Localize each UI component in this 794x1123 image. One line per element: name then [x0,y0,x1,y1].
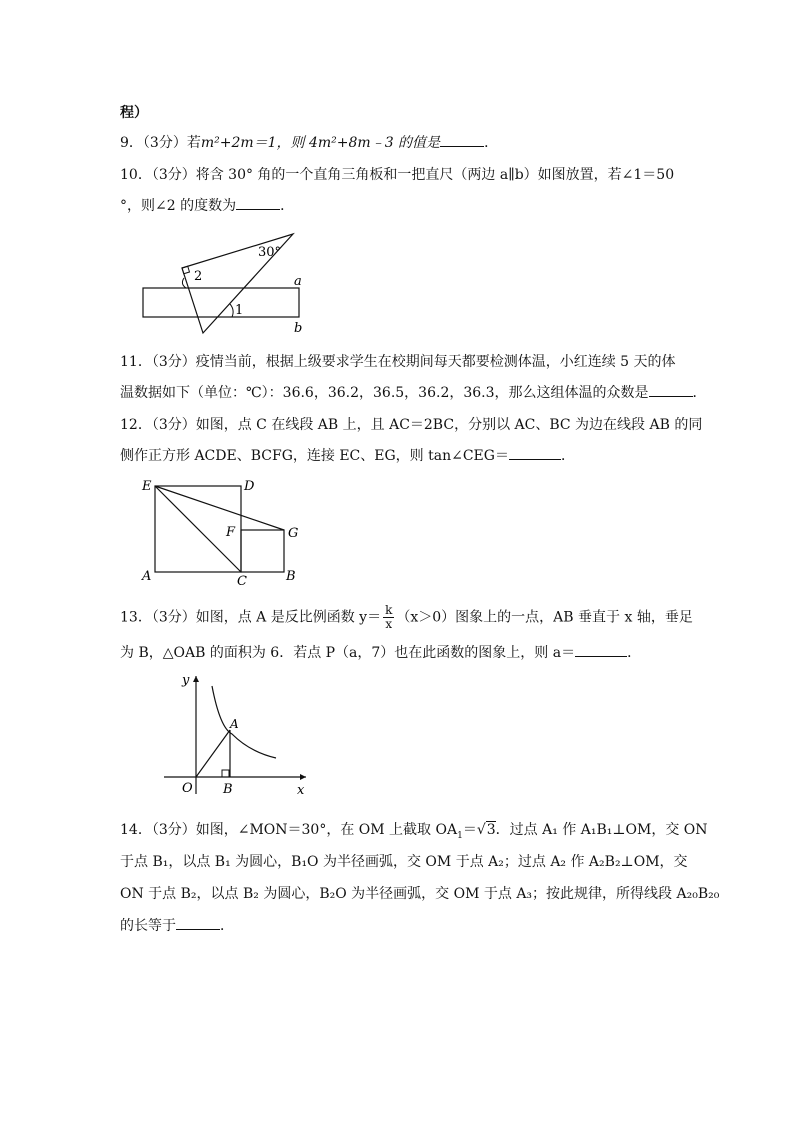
q11-line-2-text: 温数据如下（单位：℃）：36.6，36.2，36.5，36.2，36.3，那么这组体温的众数是 [120,385,649,401]
q14-line-1-a: 14．（3分）如图，∠MON＝30°，在 OM 上截取 OA [120,822,458,838]
q13-end: ． [627,645,642,661]
point-b: B [286,569,296,584]
q14-line-1 [120,820,708,846]
q12-end: ． [560,448,575,464]
segment-eg [155,486,284,530]
q13-line-1 [120,604,693,631]
q14-sub-1: 1 [457,830,463,841]
q9-condition: m²+2m＝1，则 4m²+8m﹣3 的值是 [200,135,441,151]
q10-end: ． [280,198,295,214]
q12-line-1: 12．（3分）如图，点 C 在线段 AB 上，且 AC＝2BC，分别以 AC、BC 为边在线段 AB 的同 [120,417,703,433]
q9-end: ． [484,135,499,151]
q9-answer-blank[interactable] [440,134,484,147]
square-bcfg [241,530,284,572]
y-axis-arrow [193,676,199,682]
q10-figure [136,228,316,338]
x-axis-arrow [300,774,306,780]
q11-end: ． [692,385,707,401]
q12-line-2 [120,446,575,466]
origin-label: O [182,781,193,796]
q14-line-1-c: ．过点 A₁ 作 A₁B₁⊥OM，交 ON [495,822,708,838]
q11-line-1: 11．（3分）疫情当前，根据上级要求学生在校期间每天都要检测体温，小红连续 5 天的体 [120,354,676,370]
fraction-k-over-x [383,604,394,631]
point-b-label: B [223,782,233,797]
q11-answer-blank[interactable] [649,384,693,397]
question-9 [120,133,498,153]
q11-line-2 [120,383,707,403]
point-g: G [288,526,299,541]
right-angle-mark [222,770,229,777]
point-d: D [244,479,255,494]
x-axis-label: x [297,783,305,798]
q10-line-2 [120,196,294,216]
q14-answer-blank[interactable] [176,917,220,930]
right-angle-mark [182,266,189,273]
q9-number: 9．（3分）若 [120,135,201,151]
q14-line-4-text: 的长等于 [120,918,176,934]
hyperbola-curve [212,686,276,758]
q12-answer-blank[interactable] [509,447,561,460]
fraction-denominator: x [385,617,393,631]
angle-30-label: 30° [258,245,282,260]
q14-line-4 [120,916,234,936]
sqrt-3: 3 [486,822,496,838]
line-a-label: a [294,274,302,289]
point-f: F [226,525,236,540]
point-e: E [142,479,152,494]
q13-line-2 [120,643,641,663]
q13-answer-blank[interactable] [575,644,627,657]
fraction-numerator: k [385,603,393,617]
angle-1-label: 1 [235,303,244,318]
q13-line-2-text: 为 B，△OAB 的面积为 6．若点 P（a，7）也在此函数的图象上，则 a＝ [120,645,576,661]
q10-line-2-text: °，则∠2 的度数为 [120,198,237,214]
point-a-label: A [230,717,239,731]
q13-figure [160,670,310,800]
header-fragment: 程） [120,105,148,121]
line-b-label: b [294,321,303,336]
q10-line-1: 10．（3分）将含 30° 角的一个直角三角板和一把直尺（两边 a∥b）如图放置，若∠1＝50 [120,167,675,183]
q14-line-3: ON 于点 B₂，以点 B₂ 为圆心，B₂O 为半径画弧，交 OM 于点 A₃；按此规律，所得线段 A₂₀B₂₀ [120,886,720,902]
point-a: A [142,569,152,584]
q13-line-1-b: （x＞0）图象上的一点，AB 垂直于 x 轴，垂足 [396,609,693,626]
q14-line-2: 于点 B₁，以点 B₁ 为圆心，B₁O 为半径画弧，交 OM 于点 A₂；过点 A₂ 作 A₂B₂⊥OM，交 [120,854,688,870]
q14-line-1-b: ＝√ [462,822,486,838]
angle-2-label: 2 [194,269,203,284]
point-c: C [237,574,247,586]
angle-1-arc [230,304,233,317]
q14-end: ． [220,918,234,934]
q12-line-2-text: 侧作正方形 ACDE、BCFG，连接 EC、EG，则 tan∠CEG＝ [120,448,509,464]
q13-line-1-a: 13．（3分）如图，点 A 是反比例函数 y＝ [120,609,382,626]
q10-answer-blank[interactable] [236,197,280,210]
y-axis-label: y [182,673,190,688]
q12-figure [138,476,308,586]
